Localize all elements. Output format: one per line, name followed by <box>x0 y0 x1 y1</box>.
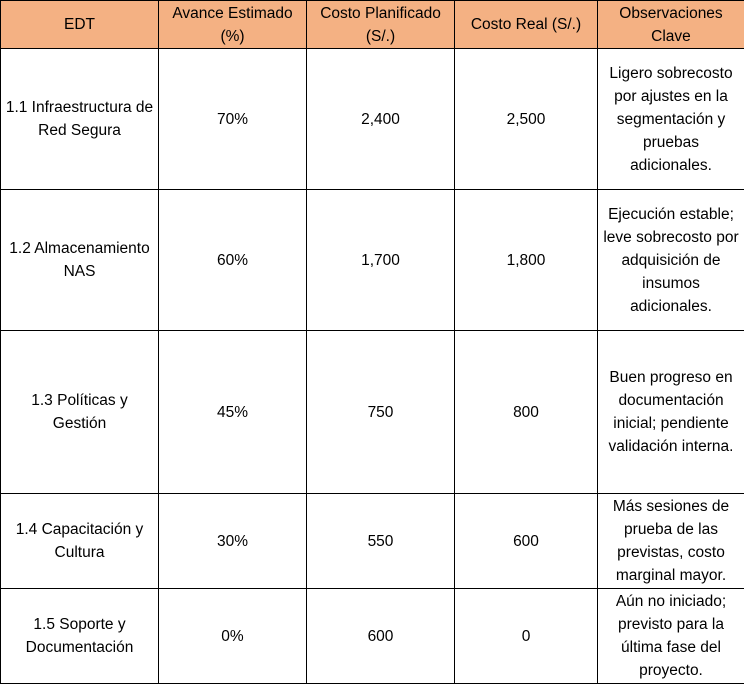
table-row <box>1 494 744 589</box>
cell-costo-planificado: 550 <box>307 494 455 589</box>
header-edt: EDT <box>1 1 159 49</box>
cell-costo-planificado: 600 <box>307 589 455 684</box>
cell-observaciones: Aún no iniciado; previsto para la última fase del proyecto. <box>598 589 744 684</box>
cell-costo-real: 1,800 <box>455 190 598 331</box>
table-row <box>1 331 744 494</box>
header-costo-planificado: Costo Planificado (S/.) <box>307 1 455 49</box>
cell-edt: 1.2 Almacenamiento NAS <box>1 190 159 331</box>
header-costo-real: Costo Real (S/.) <box>455 1 598 49</box>
table-body <box>1 49 744 684</box>
cell-costo-real: 2,500 <box>455 49 598 190</box>
header-avance: Avance Estimado (%) <box>159 1 307 49</box>
cell-edt: 1.4 Capacitación y Cultura <box>1 494 159 589</box>
cell-costo-real: 600 <box>455 494 598 589</box>
cell-costo-real: 0 <box>455 589 598 684</box>
cell-avance: 70% <box>159 49 307 190</box>
cell-edt: 1.3 Políticas y Gestión <box>1 331 159 494</box>
table-row <box>1 589 744 684</box>
cell-observaciones: Ejecución estable; leve sobrecosto por adquisición de insumos adicionales. <box>598 190 744 331</box>
cell-costo-planificado: 1,700 <box>307 190 455 331</box>
table-row <box>1 49 744 190</box>
cell-avance: 60% <box>159 190 307 331</box>
table-row <box>1 190 744 331</box>
cell-costo-planificado: 2,400 <box>307 49 455 190</box>
cell-edt: 1.1 Infraestructura de Red Segura <box>1 49 159 190</box>
cell-observaciones: Ligero sobrecosto por ajustes en la segmentación y pruebas adicionales. <box>598 49 744 190</box>
cell-edt: 1.5 Soporte y Documentación <box>1 589 159 684</box>
header-observaciones: Observaciones Clave <box>598 1 744 49</box>
cell-avance: 45% <box>159 331 307 494</box>
cell-costo-planificado: 750 <box>307 331 455 494</box>
cell-avance: 30% <box>159 494 307 589</box>
cell-avance: 0% <box>159 589 307 684</box>
table-header <box>1 1 744 49</box>
cell-observaciones: Buen progreso en documentación inicial; pendiente validación interna. <box>598 331 744 494</box>
header-row <box>1 1 744 49</box>
cell-costo-real: 800 <box>455 331 598 494</box>
cell-observaciones: Más sesiones de prueba de las previstas, costo marginal mayor. <box>598 494 744 589</box>
